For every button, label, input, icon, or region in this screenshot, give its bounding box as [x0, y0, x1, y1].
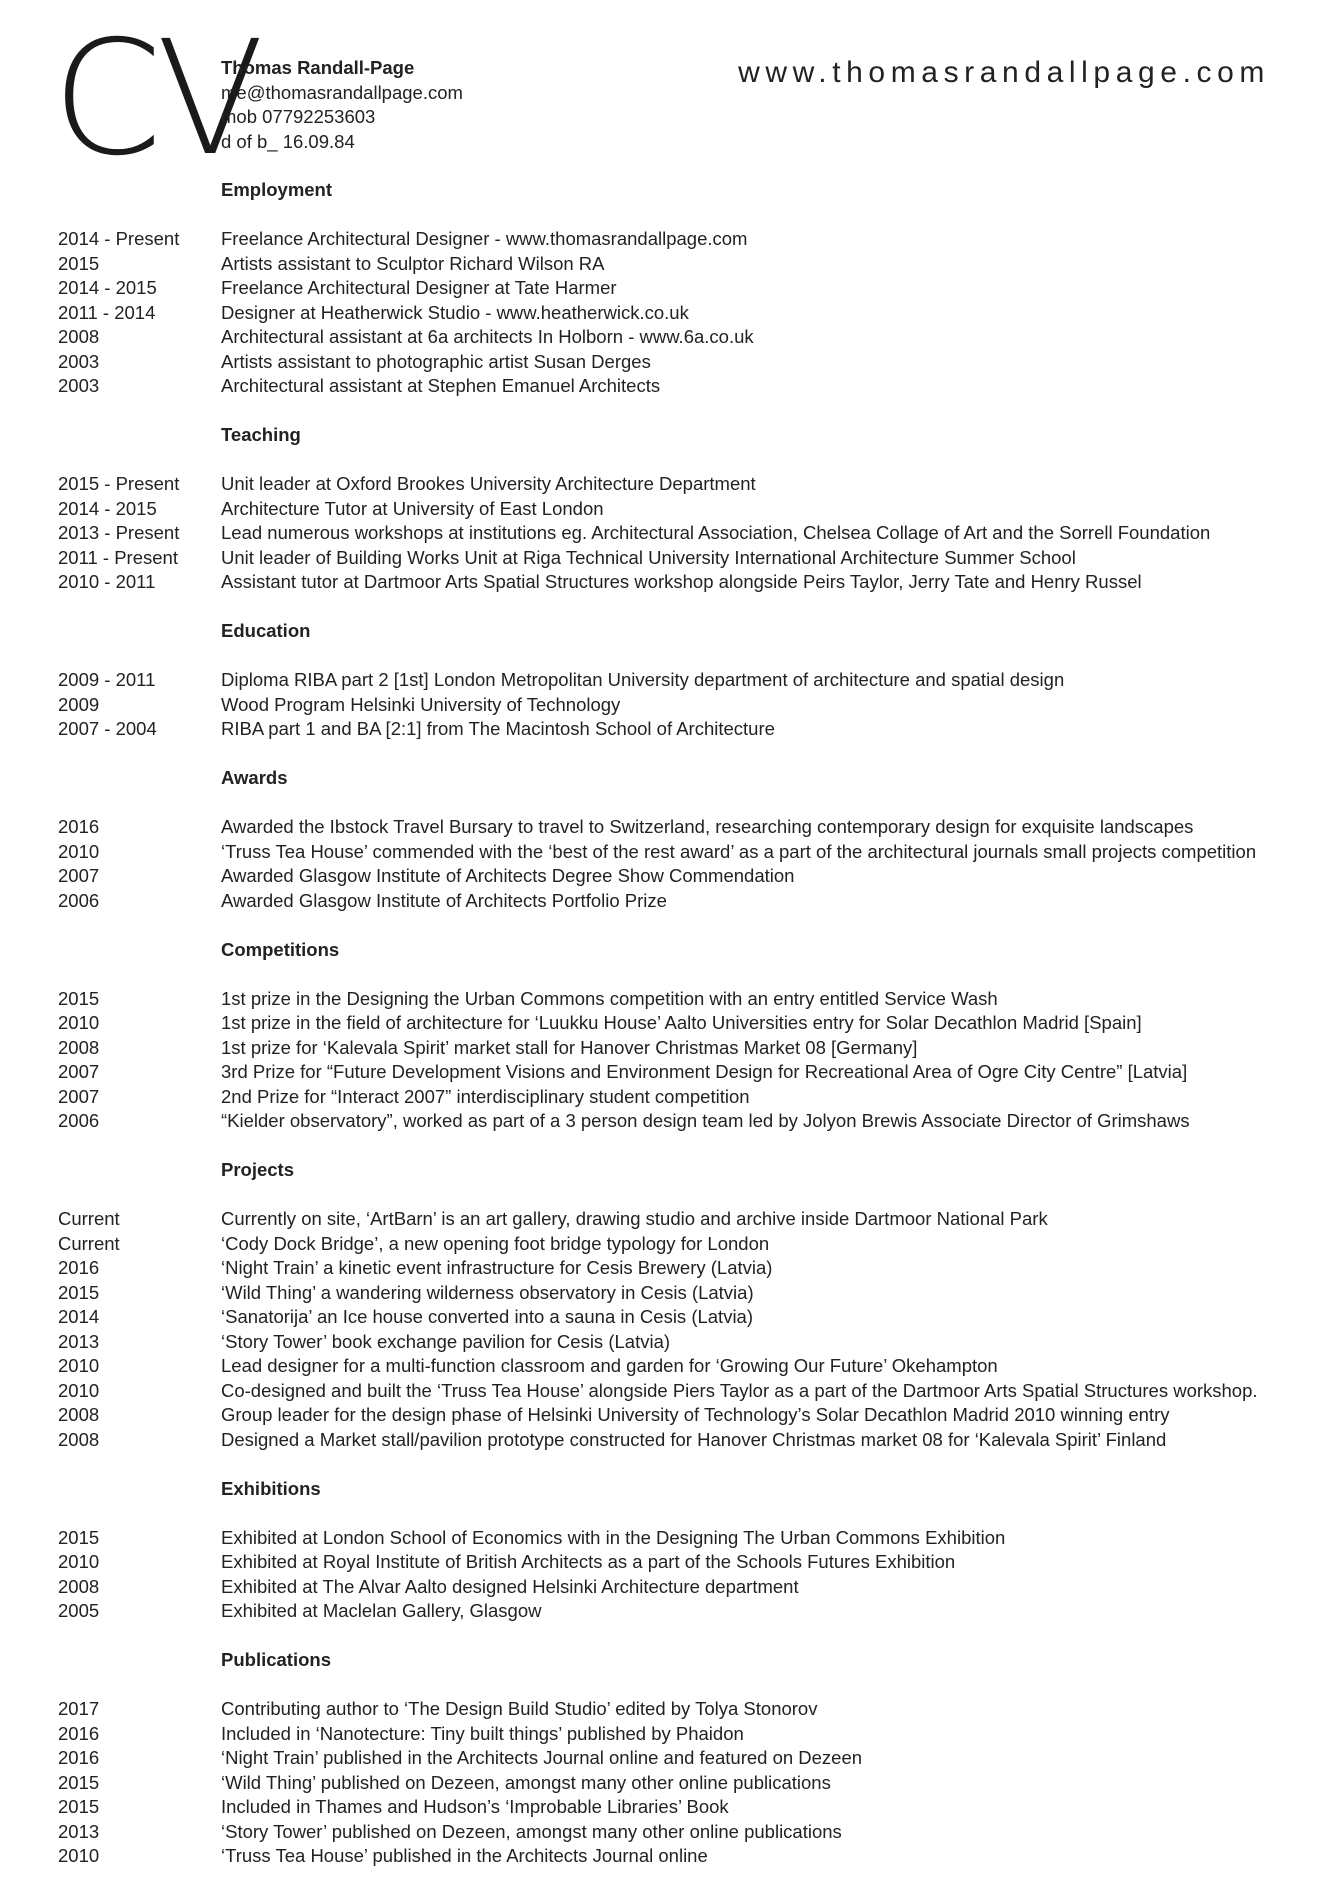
entry-date: 2010 [58, 1551, 100, 1572]
entry-row [0, 717, 1340, 742]
entry-row [0, 1526, 1340, 1551]
section-projects [0, 1158, 1340, 1477]
entry-date: 2013 [58, 1330, 100, 1352]
section-exhibitions [0, 1477, 1340, 1649]
entry-description: ‘Truss Tea House’ published in the Architects Journal online [221, 1845, 708, 1866]
entry-row [0, 889, 1340, 914]
person-name: Thomas Randall-Page [221, 57, 415, 78]
section-spacer [0, 791, 1340, 816]
entry-description: Awarded Glasgow Institute of Architects Degree Show Commendation [221, 865, 795, 886]
entry-date: 2015 [58, 1796, 100, 1817]
entry-date: 2006 [58, 889, 100, 911]
entry-row [0, 1232, 1340, 1257]
entry-description: Designed a Market stall/pavilion prototype constructed for Hanover Christmas market 08 for ‘Kalevala Spirit’ Finland [221, 1428, 1167, 1450]
entry-row [0, 1575, 1340, 1600]
entry-row [0, 1697, 1340, 1722]
cv-logo: CV [52, 7, 259, 191]
section-title: Publications [221, 1649, 331, 1670]
section-title: Projects [221, 1159, 295, 1180]
entry-row [0, 325, 1340, 350]
entry-row [0, 1771, 1340, 1796]
entry-date: 2009 [58, 693, 100, 715]
section-spacer [0, 1624, 1340, 1649]
entry-date: Current [58, 1208, 120, 1229]
section-spacer [0, 1501, 1340, 1526]
entry-description: 2nd Prize for “Interact 2007” interdisciplinary student competition [221, 1085, 750, 1107]
entry-date: 2007 - 2004 [58, 718, 157, 739]
entry-row [0, 497, 1340, 522]
entry-description: ‘Wild Thing’ published on Dezeen, amongst many other online publications [221, 1771, 831, 1793]
entry-description: Unit leader of Building Works Unit at Riga Technical University International Architecture Summer School [221, 546, 1076, 568]
entry-row [0, 1428, 1340, 1453]
section-spacer [0, 1452, 1340, 1477]
entry-row [0, 1281, 1340, 1306]
mobile-text: mob 07792253603 [221, 106, 376, 127]
section-title: Exhibitions [221, 1477, 321, 1499]
section-publications [0, 1648, 1340, 1893]
entry-date: 2010 [58, 1355, 100, 1376]
entry-date: 2003 [58, 375, 100, 396]
section-spacer [0, 1183, 1340, 1208]
entry-description: Wood Program Helsinki University of Technology [221, 693, 621, 715]
entry-row [0, 1722, 1340, 1747]
section-spacer [0, 399, 1340, 424]
entry-row [0, 1256, 1340, 1281]
section-spacer [0, 1673, 1340, 1698]
entry-date: 2015 - Present [58, 473, 180, 494]
section-title: Education [221, 620, 311, 641]
entry-description: RIBA part 1 and BA [2:1] from The Macintosh School of Architecture [221, 718, 775, 739]
entry-date: 2011 - Present [58, 546, 178, 568]
entry-date: 2006 [58, 1110, 100, 1131]
entry-date: 2009 - 2011 [58, 669, 156, 690]
entry-description: ‘Wild Thing’ a wandering wilderness observatory in Cesis (Latvia) [221, 1281, 754, 1303]
entry-description: ‘Story Tower’ published on Dezeen, amongst many other online publications [221, 1820, 842, 1842]
entry-date: 2003 [58, 350, 100, 372]
entry-row [0, 252, 1340, 277]
entry-description: Unit leader at Oxford Brookes University Architecture Department [221, 473, 756, 494]
section-spacer [0, 203, 1340, 228]
entry-date: 2015 [58, 987, 100, 1009]
entry-row [0, 276, 1340, 301]
entry-date: 2013 [58, 1820, 100, 1842]
entry-row [0, 840, 1340, 865]
entry-date: 2015 [58, 1281, 100, 1303]
entry-date: 2008 [58, 326, 100, 347]
entry-date: 2008 [58, 1428, 100, 1450]
section-title: Teaching [221, 424, 301, 445]
entry-date: 2007 [58, 865, 100, 886]
entry-description: “Kielder observatory”, worked as part of a 3 person design team led by Jolyon Brewis Associate Director of Grimshaws [221, 1110, 1190, 1131]
entry-description: Freelance Architectural Designer at Tate Harmer [221, 277, 617, 298]
entry-row [0, 987, 1340, 1012]
section-spacer [0, 595, 1340, 620]
entry-row [0, 227, 1340, 252]
entry-date: 2013 - Present [58, 522, 180, 543]
entry-description: Exhibited at Maclelan Gallery, Glasgow [221, 1600, 542, 1621]
entry-date: 2015 [58, 1771, 100, 1793]
entry-row [0, 1354, 1340, 1379]
entry-row [0, 1746, 1340, 1771]
entry-date: 2005 [58, 1600, 100, 1621]
website-url: www.thomasrandallpage.com [738, 56, 1270, 89]
entry-description: ‘Night Train’ a kinetic event infrastructure for Cesis Brewery (Latvia) [221, 1257, 773, 1278]
entry-date: 2011 - 2014 [58, 301, 156, 323]
entry-row [0, 521, 1340, 546]
entry-row [0, 1795, 1340, 1820]
entry-date: 2010 - 2011 [58, 571, 156, 592]
entry-description: Exhibited at The Alvar Aalto designed Helsinki Architecture department [221, 1575, 799, 1597]
entry-description: ‘Story Tower’ book exchange pavilion for Cesis (Latvia) [221, 1330, 671, 1352]
entry-description: Exhibited at London School of Economics with in the Designing The Urban Commons Exhibition [221, 1526, 1006, 1548]
entry-date: 2014 - 2015 [58, 277, 157, 298]
date-of-birth-text: d of b_ 16.09.84 [221, 130, 355, 152]
entry-description: 1st prize for ‘Kalevala Spirit’ market stall for Hanover Christmas Market 08 [Germany] [221, 1036, 918, 1058]
entry-description: Currently on site, ‘ArtBarn’ is an art gallery, drawing studio and archive inside Dartmoor National Park [221, 1208, 1048, 1229]
email-text: me@thomasrandallpage.com [221, 81, 463, 103]
section-spacer [0, 1869, 1340, 1894]
entry-row [0, 668, 1340, 693]
entry-row [0, 1844, 1340, 1869]
entry-date: 2008 [58, 1036, 100, 1058]
entry-description: Diploma RIBA part 2 [1st] London Metropolitan University department of architecture and spatial design [221, 669, 1065, 690]
entry-description: 1st prize in the Designing the Urban Commons competition with an entry entitled Service Wash [221, 987, 998, 1009]
section-spacer [0, 962, 1340, 987]
section-employment [0, 178, 1340, 423]
entry-description: Freelance Architectural Designer - www.thomasrandallpage.com [221, 228, 748, 249]
entry-date: Current [58, 1232, 120, 1254]
entry-row [0, 1011, 1340, 1036]
section-spacer [0, 742, 1340, 767]
entry-date: 2010 [58, 840, 100, 862]
entry-date: 2007 [58, 1061, 100, 1082]
entry-description: Group leader for the design phase of Helsinki University of Technology’s Solar Decathlon Madrid 2010 winning entry [221, 1404, 1170, 1425]
entry-row [0, 1207, 1340, 1232]
section-competitions [0, 938, 1340, 1159]
entry-description: Architectural assistant at 6a architects In Holborn - www.6a.co.uk [221, 326, 754, 347]
entry-description: Exhibited at Royal Institute of British Architects as a part of the Schools Futures Exhibition [221, 1551, 956, 1572]
entry-row [0, 374, 1340, 399]
entry-date: 2010 [58, 1012, 100, 1033]
entry-row [0, 1060, 1340, 1085]
entry-description: 1st prize in the field of architecture for ‘Luukku House’ Aalto Universities entry for Solar Decathlon Madrid [Spain] [221, 1012, 1142, 1033]
entry-date: 2016 [58, 1722, 100, 1744]
entry-row [0, 546, 1340, 571]
section-spacer [0, 913, 1340, 938]
entry-date: 2016 [58, 1747, 100, 1768]
entry-date: 2008 [58, 1575, 100, 1597]
section-spacer [0, 448, 1340, 473]
entry-description: Architectural assistant at Stephen Emanuel Architects [221, 375, 661, 396]
section-awards [0, 766, 1340, 938]
entry-row [0, 350, 1340, 375]
entry-row [0, 1820, 1340, 1845]
section-title: Employment [221, 179, 333, 200]
section-spacer [0, 644, 1340, 669]
entry-description: Assistant tutor at Dartmoor Arts Spatial Structures workshop alongside Peirs Taylor, Jerry Tate and Henry Russel [221, 571, 1142, 592]
entry-description: ‘Truss Tea House’ commended with the ‘best of the rest award’ as a part of the architectural journals small projects competition [221, 840, 1257, 862]
entry-date: 2010 [58, 1379, 100, 1401]
entry-description: ‘Cody Dock Bridge’, a new opening foot bridge typology for London [221, 1232, 770, 1254]
entry-description: Artists assistant to photographic artist Susan Derges [221, 350, 651, 372]
entry-row [0, 1085, 1340, 1110]
entry-date: 2014 [58, 1306, 100, 1327]
entry-row [0, 693, 1340, 718]
section-spacer [0, 1134, 1340, 1159]
entry-row [0, 1599, 1340, 1624]
entry-row [0, 1550, 1340, 1575]
entry-description: Lead designer for a multi-function classroom and garden for ‘Growing Our Future’ Okehampton [221, 1355, 998, 1376]
entry-row [0, 472, 1340, 497]
entry-date: 2016 [58, 816, 100, 837]
entry-row [0, 1305, 1340, 1330]
entry-row [0, 1403, 1340, 1428]
section-title: Awards [221, 767, 288, 788]
entry-row [0, 1379, 1340, 1404]
section-education [0, 619, 1340, 766]
entry-date: 2010 [58, 1845, 100, 1866]
entry-description: 3rd Prize for “Future Development Visions and Environment Design for Recreational Area of Ogre City Centre” [Latvia] [221, 1061, 1188, 1082]
entry-description: Awarded Glasgow Institute of Architects Portfolio Prize [221, 889, 667, 911]
entry-date: 2015 [58, 252, 100, 274]
entry-description: Awarded the Ibstock Travel Bursary to travel to Switzerland, researching contemporary design for exquisite landscapes [221, 816, 1194, 837]
entry-description: Lead numerous workshops at institutions eg. Architectural Association, Chelsea Collage of Art and the Sorrell Foundation [221, 522, 1211, 543]
cv-sections [0, 178, 1340, 1893]
entry-description: Designer at Heatherwick Studio - www.heatherwick.co.uk [221, 301, 689, 323]
entry-date: 2014 - 2015 [58, 497, 157, 519]
entry-date: 2014 - Present [58, 228, 180, 249]
entry-row [0, 1330, 1340, 1355]
entry-row [0, 1109, 1340, 1134]
entry-description: Included in ‘Nanotecture: Tiny built things’ published by Phaidon [221, 1722, 744, 1744]
entry-date: 2016 [58, 1257, 100, 1278]
entry-date: 2015 [58, 1526, 100, 1548]
entry-description: ‘Night Train’ published in the Architects Journal online and featured on Dezeen [221, 1747, 863, 1768]
entry-row [0, 1036, 1340, 1061]
entry-description: ‘Sanatorija’ an Ice house converted into a sauna in Cesis (Latvia) [221, 1306, 754, 1327]
contact-block [221, 56, 463, 154]
entry-description: Architecture Tutor at University of East London [221, 497, 604, 519]
entry-date: 2008 [58, 1404, 100, 1425]
entry-row [0, 815, 1340, 840]
entry-description: Contributing author to ‘The Design Build Studio’ edited by Tolya Stonorov [221, 1698, 818, 1719]
entry-row [0, 570, 1340, 595]
entry-description: Included in Thames and Hudson’s ‘Improbable Libraries’ Book [221, 1796, 729, 1817]
entry-description: Artists assistant to Sculptor Richard Wilson RA [221, 252, 605, 274]
section-title: Competitions [221, 938, 340, 960]
entry-date: 2017 [58, 1698, 100, 1719]
entry-date: 2007 [58, 1085, 100, 1107]
section-teaching [0, 423, 1340, 619]
entry-description: Co-designed and built the ‘Truss Tea House’ alongside Piers Taylor as a part of the Dartmoor Arts Spatial Structures workshop. [221, 1379, 1258, 1401]
entry-row [0, 864, 1340, 889]
entry-row [0, 301, 1340, 326]
